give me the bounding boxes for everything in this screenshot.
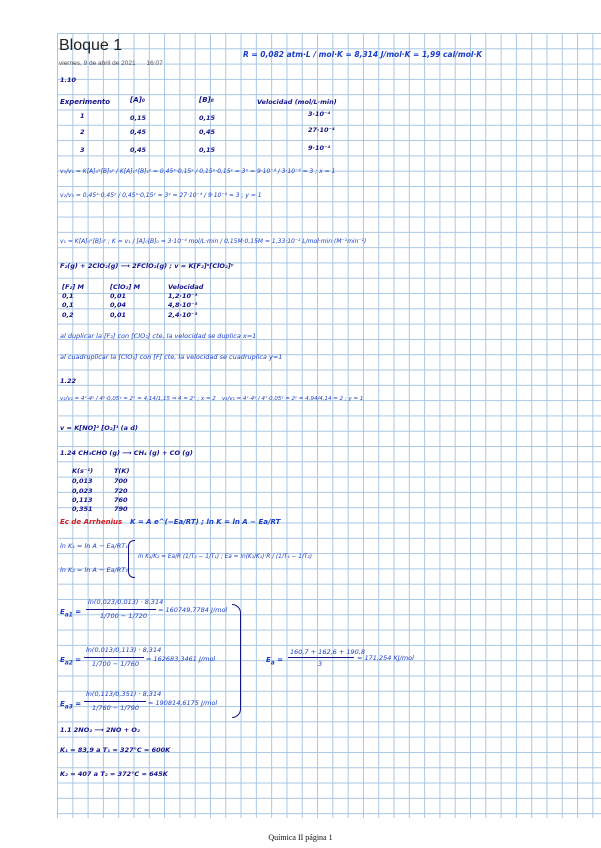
ln-k2-equation: ln K₂ = ln A − Ea/RT₂ — [60, 566, 128, 574]
table1-r3-c2: 0,15 — [199, 146, 216, 154]
table2-r2-c1: 0,04 — [110, 301, 127, 309]
table1-r3-c0: 3 — [80, 146, 85, 154]
ln-ratio-equation: ln K₁/K₂ = Ea/R (1/T₂ − 1/T₁) ; Ea = ln(K₂/K₁)·R / (1/T₁ − 1/T₂) — [138, 554, 312, 560]
table2-r2-c0: 0,1 — [62, 301, 74, 309]
table3-r4-c1: 790 — [114, 505, 128, 513]
ea3-label: $E_{a3}$ = — [60, 700, 82, 711]
ea1-fraction-line — [86, 609, 156, 610]
table3-r3-c1: 760 — [114, 496, 128, 504]
ea1-numerator: ln(0,023/0,013) · 8,314 — [88, 598, 164, 606]
table2-r1-c1: 0,01 — [110, 292, 127, 300]
table3-r1-c0: 0,013 — [72, 477, 93, 485]
table1-r1-c0: 1 — [80, 112, 85, 120]
table2-r2-c2: 4,8·10⁻³ — [168, 301, 198, 309]
page-footer: Química II página 1 — [268, 833, 333, 842]
exercise-1-x: 1.1 2NO₂ ⟶ 2NO + O₂ — [60, 726, 140, 734]
ea3-fraction-line — [84, 701, 146, 702]
ea2-numerator: ln(0,013/0,113) · 8,314 — [86, 646, 162, 654]
ea1-label: $E_{a1}$ = — [60, 608, 82, 619]
ea-average-result: = 171,254 KJ/mol — [357, 654, 414, 662]
date-text: viernes, 9 de abril de 2021 — [59, 60, 136, 67]
table1-r2-c0: 2 — [80, 128, 85, 136]
ea-average-label: $E_a$ = — [266, 656, 284, 667]
time-text: 16:07 — [146, 60, 163, 67]
k1-line: K₁ = 83,9 a T₁ = 327°C = 600K — [60, 746, 171, 754]
ea-average-numerator: 160,7 + 162,6 + 190,8 — [290, 648, 365, 656]
table1-header-3: Velocidad (mol/L·min) — [257, 98, 337, 106]
table3-r3-c0: 0,113 — [72, 496, 93, 504]
observation-2: al cuadruplicar la [ClO₂] con [F] cte, la velocidad se cuadruplica y=1 — [60, 353, 283, 361]
constants-line: R = 0,082 atm·L / mol·K = 8,314 J/mol·K = 1,99 cal/mol·K — [243, 50, 483, 59]
ea3-denominator: 1/760 − 1/790 — [92, 704, 140, 712]
page-date — [59, 60, 163, 67]
arrhenius-label: Ec de Arrhenius — [60, 518, 123, 526]
ea-average-denominator: 3 — [318, 660, 323, 668]
table2-header-2: Velocidad — [168, 283, 204, 291]
table3-r1-c1: 700 — [114, 477, 128, 485]
table2-r3-c2: 2,4·10⁻³ — [168, 311, 198, 319]
table3-r4-c0: 0,351 — [72, 505, 93, 513]
table1-r2-c2: 0,45 — [199, 128, 216, 136]
calc-2: v₃/v₁ = 4ˣ·4ᵞ / 4ˣ·0,05ᵞ = 2ᵞ = 4,94/4,14 = 2 ; y = 1 — [222, 396, 364, 402]
table1-header-2: [B]₀ — [199, 96, 214, 104]
table1-header-1: [A]₀ — [130, 96, 145, 104]
table1-header-0: Experimento — [60, 98, 111, 106]
ea3-numerator: ln(0,113/0,351) · 8,314 — [86, 690, 162, 698]
table2-r3-c0: 0,2 — [62, 311, 74, 319]
exercise-1-22: 1.22 — [60, 377, 77, 385]
ea3-result: = 190814,6175 J/mol — [148, 699, 218, 707]
table3-r2-c0: 0,023 — [72, 487, 93, 495]
table3-r2-c1: 720 — [114, 487, 128, 495]
table1-r1-c1: 0,15 — [130, 114, 147, 122]
ea2-result: = 162683,3461 J/mol — [146, 655, 216, 663]
page-title: Bloque 1 — [59, 37, 123, 54]
ea1-denominator: 1/700 − 1/720 — [100, 612, 148, 620]
reaction-2: F₂(g) + 2ClO₂(g) ⟶ 2FClO₂(g) ; v = K[F₂]ˣ[ClO₂]ʸ — [60, 262, 234, 270]
exercise-1-10: 1.10 — [60, 76, 77, 84]
table1-r1-c2: 0,15 — [199, 114, 216, 122]
table2-r3-c1: 0,01 — [110, 311, 127, 319]
rate-law: v = K[NO]² [O₂]¹ (a d) — [60, 424, 138, 432]
ea2-denominator: 1/700 − 1/760 — [92, 660, 140, 668]
ratio-equation-1: v₃/v₁ = K[A]₃ˣ[B]₃ʸ / K[A]₁ˣ[B]₁ʸ = 0,45ˣ·0,15ʸ / 0,15ˣ·0,15ʸ = 3ˣ = 9·10⁻⁴ / 3·10⁻⁴ = 3 ; x = 1 — [60, 168, 336, 175]
rate-constant-equation: v₁ = K[A]₀ˣ[B]₀ʸ ; K = v₁ / [A]₀[B]₀ = 3·10⁻⁴ mol/L·min / 0,15M·0,15M = 1,33·10⁻² L/mol·min (M⁻¹min⁻¹) — [60, 238, 367, 245]
table3-header-1: T(K) — [114, 467, 130, 475]
calc-1: v₂/v₁ = 4ˣ·4ᵞ / 4ˣ·0,05ᵞ = 2ˣ = 4,14/1,15 ⇒ 4 = 2ˣ ; x = 2 — [60, 396, 216, 402]
ea1-result: = 160749,7784 J/mol — [158, 606, 228, 614]
table1-r3-c1: 0,45 — [130, 146, 147, 154]
ratio-equation-2: v₂/v₃ = 0,45ˣ·0,45ʸ / 0,45ˣ·0,15ʸ = 3ʸ = 27·10⁻⁴ / 9·10⁻⁴ = 3 ; y = 1 — [60, 192, 262, 199]
table1-r3-c3: 9·10⁻⁴ — [308, 144, 331, 152]
table1-r2-c1: 0,45 — [130, 128, 147, 136]
table3-header-0: K(s⁻¹) — [72, 467, 94, 475]
k2-line: K₂ = 407 a T₂ = 372°C = 645K — [60, 770, 168, 778]
table2-header-1: [ClO₂] M — [110, 283, 141, 291]
observation-1: al duplicar la [F₂] con [ClO₂] cte, la velocidad se duplica x=1 — [60, 332, 257, 340]
arrhenius-equation: K = A e^(−Ea/RT) ; ln K = ln A − Ea/RT — [130, 518, 281, 526]
table2-r1-c0: 0,1 — [62, 292, 74, 300]
exercise-1-24: 1.24 CH₃CHO (g) ⟶ CH₄ (g) + CO (g) — [60, 449, 193, 457]
table2-header-0: [F₂] M — [62, 283, 84, 291]
table2-r1-c2: 1,2·10⁻³ — [168, 292, 198, 300]
table1-r1-c3: 3·10⁻⁴ — [308, 110, 331, 118]
ea2-label: $E_{a2}$ = — [60, 656, 82, 667]
brace-left — [128, 540, 135, 578]
ea-average-fraction-line — [288, 657, 354, 658]
ln-k1-equation: ln K₁ = ln A − Ea/RT₁ — [60, 542, 128, 550]
brace-right — [232, 604, 241, 718]
table1-r2-c3: 27·10⁻⁴ — [308, 126, 335, 134]
ea2-fraction-line — [84, 657, 144, 658]
